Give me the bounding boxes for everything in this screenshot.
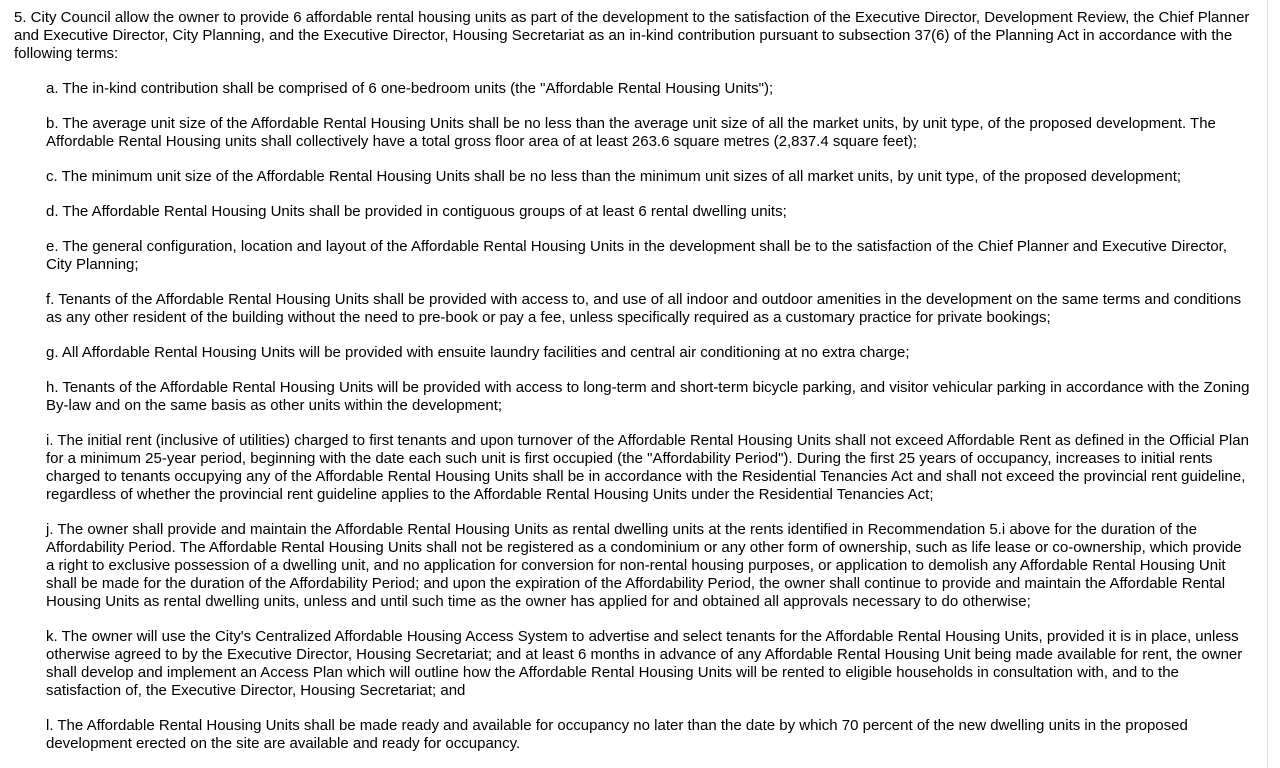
clause-g: g. All Affordable Rental Housing Units will be provided with ensuite laundry facilities and central air conditioning at no extra charge; xyxy=(46,344,910,361)
clause-j: j. The owner shall provide and maintain the Affordable Rental Housing Units as rental dwelling units at the rents identified in Recommendation 5.i above for the duration of the Affordability Period. The Affordable Rental Housing Units shall not be registered as a condominium or any other form of ownership, such as life lease or co-ownership, which provide a right to exclusive possession of a dwelling unit, and no application for conversion for non-rental housing purposes, or application to demolish any Affordable Rental Housing Unit shall be made for the duration of the Affordability Period; and upon the expiration of the Affordability Period, the owner shall continue to provide and maintain the Affordable Rental Housing Units as rental dwelling units, unless and until such time as the owner has applied for and obtained all approvals necessary to do otherwise; xyxy=(46,521,1242,610)
clause-e: e. The general configuration, location and layout of the Affordable Rental Housing Units in the development shall be to the satisfaction of the Chief Planner and Executive Director, City Planning; xyxy=(46,238,1228,273)
clause-k: k. The owner will use the City's Centralized Affordable Housing Access System to advertise and select tenants for the Affordable Rental Housing Units, provided it is in place, unless otherwise agreed to by the Executive Director, Housing Secretariat; and at least 6 months in advance of any Affordable Rental Housing Unit being made available for rent, the owner shall develop and implement an Access Plan which will outline how the Affordable Rental Housing Units will be rented to eligible households in consultation with, and to the satisfaction of, the Executive Director, Housing Secretariat; and xyxy=(46,628,1243,699)
clause-h: h. Tenants of the Affordable Rental Housing Units will be provided with access to long-term and short-term bicycle parking, and visitor vehicular parking in accordance with the Zoning By-law and on the same basis as other units within the development; xyxy=(46,379,1250,414)
intro-paragraph: 5. City Council allow the owner to provide 6 affordable rental housing units as part of the development to the satisfaction of the Executive Director, Development Review, the Chief Planner and Executive Director, City Planning, and the Executive Director, Housing Secretariat as an in-kind contribution pursuant to subsection 37(6) of the Planning Act in accordance with the following terms: xyxy=(14,9,1250,62)
page-edge-divider xyxy=(1267,0,1268,768)
clause-c: c. The minimum unit size of the Affordable Rental Housing Units shall be no less than the minimum unit sizes of all market units, by unit type, of the proposed development; xyxy=(46,168,1182,185)
clause-i: i. The initial rent (inclusive of utilities) charged to first tenants and upon turnover of the Affordable Rental Housing Units shall not exceed Affordable Rent as defined in the Official Plan for a minimum 25-year period, beginning with the date each such unit is first occupied (the "Affordability Period"). During the first 25 years of occupancy, increases to initial rents charged to tenants occupying any of the Affordable Rental Housing Units shall be in accordance with the Residential Tenancies Act and shall not exceed the provincial rent guideline, regardless of whether the provincial rent guideline applies to the Affordable Rental Housing Units under the Residential Tenancies Act; xyxy=(46,432,1249,503)
clause-b: b. The average unit size of the Affordable Rental Housing Units shall be no less than the average unit size of all the market units, by unit type, of the proposed development. The Affordable Rental Housing units shall collectively have a total gross floor area of at least 263.6 square metres (2,837.4 square feet); xyxy=(46,115,1216,150)
clause-d: d. The Affordable Rental Housing Units shall be provided in contiguous groups of at least 6 rental dwelling units; xyxy=(46,203,787,220)
clause-f: f. Tenants of the Affordable Rental Housing Units shall be provided with access to, and use of all indoor and outdoor amenities in the development on the same terms and conditions as any other resident of the building without the need to pre-book or pay a fee, unless specifically required as a customary practice for private bookings; xyxy=(46,291,1242,326)
document-content xyxy=(14,9,1254,768)
clause-l: l. The Affordable Rental Housing Units shall be made ready and available for occupancy no later than the date by which 70 percent of the new dwelling units in the proposed development erected on the site are available and ready for occupancy. xyxy=(46,717,1188,752)
clause-a: a. The in-kind contribution shall be comprised of 6 one-bedroom units (the "Affordable Rental Housing Units"); xyxy=(46,80,774,97)
